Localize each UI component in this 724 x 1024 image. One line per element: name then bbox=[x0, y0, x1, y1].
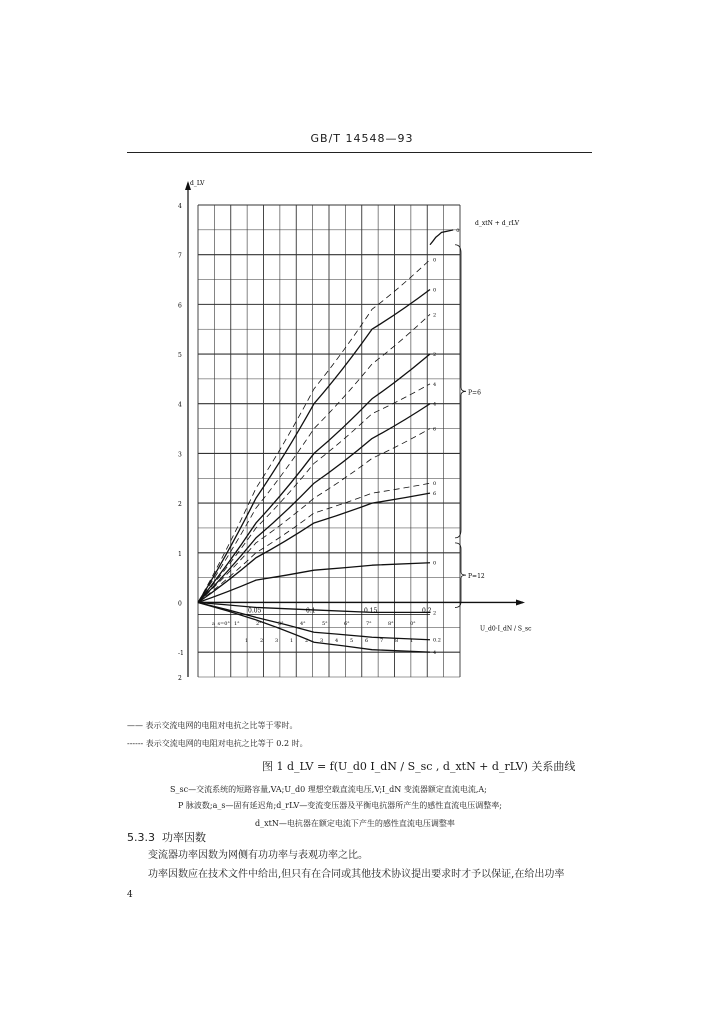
angle-label: 2° bbox=[256, 620, 262, 627]
standard-header: GB/T 14548—93 bbox=[310, 132, 414, 145]
curve-end-label: 0 bbox=[433, 257, 437, 264]
y-tick-label: 6 bbox=[178, 302, 182, 310]
curve-end-label: 2 bbox=[433, 610, 437, 617]
angle-label: 1° bbox=[234, 620, 240, 627]
section-heading: 5.3.3 功率因数 bbox=[127, 831, 206, 844]
y-tick-label: 4 bbox=[178, 203, 182, 210]
legend-solid: —— 表示交流电网的电阻对电抗之比等于零时。 bbox=[127, 721, 298, 730]
y-tick-label: 4 bbox=[178, 401, 182, 409]
y-tick-label: -1 bbox=[178, 650, 184, 658]
angle-label: 5 bbox=[350, 638, 354, 645]
curve-end-label: 2 bbox=[433, 312, 437, 319]
curve-end-label: 2 bbox=[433, 352, 437, 359]
series-line bbox=[198, 289, 430, 602]
angle-label: 4 bbox=[335, 638, 339, 645]
label-p6: P=6 bbox=[468, 389, 481, 397]
angle-label: 1 bbox=[410, 638, 414, 645]
y-tick-label: 7 bbox=[178, 252, 182, 260]
curve-end-label: 0 bbox=[433, 481, 437, 488]
curve-end-label: 6 bbox=[433, 491, 437, 498]
angle-label: 6° bbox=[344, 620, 350, 627]
angle-label: 6 bbox=[365, 638, 369, 645]
angle-label: 3 bbox=[320, 638, 324, 645]
angle-label: 0° bbox=[410, 620, 416, 627]
paragraph-1: 变流器功率因数为网侧有功功率与表观功率之比。 bbox=[148, 850, 368, 861]
x-tick-label: 0.2 bbox=[422, 607, 432, 615]
y-tick-label: 2 bbox=[178, 675, 182, 682]
x-tick-label: 0.1 bbox=[306, 607, 316, 615]
x-axis-label: U_d0·I_dN / S_sc bbox=[480, 625, 532, 633]
x-tick-label: 0.15 bbox=[364, 607, 378, 615]
page-number: 4 bbox=[127, 890, 133, 900]
curve-end-label: 4 bbox=[433, 401, 437, 408]
x-tick-label: 0.05 bbox=[248, 607, 262, 615]
angle-label: 3° bbox=[278, 620, 284, 627]
angle-label: 1 bbox=[245, 638, 249, 645]
curve-end-label: 0 bbox=[456, 227, 460, 234]
angle-label: 8° bbox=[388, 620, 394, 627]
note-3: d_xtN—电抗器在额定电流下产生的感性直流电压调整率 bbox=[255, 819, 455, 828]
angle-label: 7° bbox=[366, 620, 372, 627]
y-tick-label: 5 bbox=[178, 352, 182, 360]
y-tick-label: 1 bbox=[178, 550, 182, 558]
note-1: S_sc—交流系统的短路容量,VA;U_d0 理想空载直流电压,V;I_dN 变流器额定直流电流,A; bbox=[170, 785, 487, 794]
angle-label: 4° bbox=[300, 620, 306, 627]
series-line bbox=[430, 230, 453, 245]
series-line bbox=[198, 563, 430, 603]
figure-caption: 图 1 d_LV = f(U_d0 I_dN / S_sc , d_xtN + d_rLV) 关系曲线 bbox=[262, 760, 576, 773]
angle-label: 2 bbox=[305, 638, 309, 645]
angle-label: 1 bbox=[290, 638, 294, 645]
curve-end-label: 0 bbox=[433, 287, 437, 294]
note-2: P 脉波数;a_s—固有延迟角;d_rLV—变流变压器及平衡电抗器所产生的感性直流电压调整率; bbox=[178, 801, 502, 810]
y-tick-label: 3 bbox=[178, 451, 182, 459]
angle-label: 3 bbox=[275, 638, 279, 645]
curve-end-label: 0 bbox=[433, 560, 437, 567]
angle-label: 8 bbox=[395, 638, 399, 645]
series-line bbox=[198, 260, 430, 603]
y-tick-label: 0 bbox=[178, 600, 182, 608]
angle-label: 5° bbox=[322, 620, 328, 627]
bracket-p6 bbox=[455, 245, 466, 538]
paragraph-2: 功率因数应在技术文件中给出,但只有在合同或其他技术协议提出要求时才予以保证,在给出功率 bbox=[148, 869, 565, 880]
curve-end-label: 6 bbox=[433, 426, 437, 433]
angle-label: a_s=0° bbox=[212, 620, 230, 627]
curve-end-label: 0.2 bbox=[433, 637, 441, 644]
top-curve-label: d_xtN + d_rLV bbox=[475, 219, 520, 227]
angle-label: 2 bbox=[260, 638, 264, 645]
angle-label: 7 bbox=[380, 638, 384, 645]
y-tick-label: 2 bbox=[178, 501, 182, 509]
legend-dashed: ------ 表示交流电网的电阻对电抗之比等于 0.2 时。 bbox=[127, 739, 308, 748]
y-axis-label: d_LV bbox=[190, 180, 205, 187]
label-p12: P=12 bbox=[468, 573, 485, 581]
curve-end-label: 4 bbox=[433, 650, 437, 657]
x-axis-arrow bbox=[516, 599, 525, 605]
chart-series bbox=[198, 230, 453, 652]
curve-end-label: 4 bbox=[433, 381, 437, 388]
